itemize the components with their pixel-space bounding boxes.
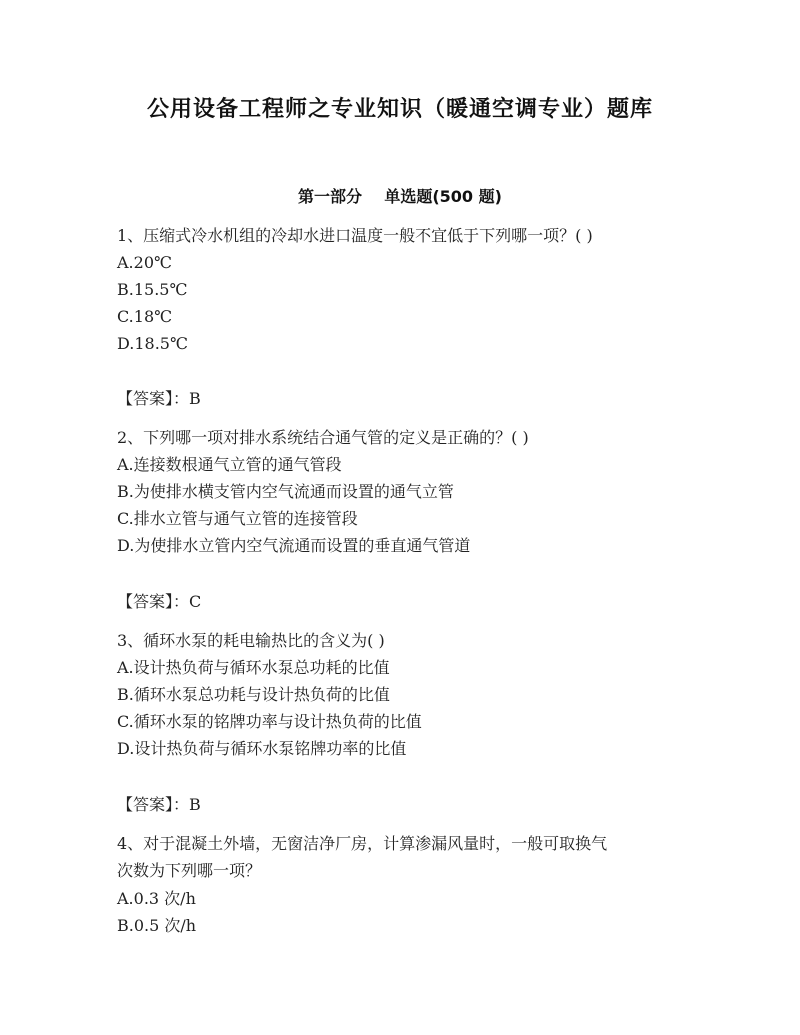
- question-1-answer: 【答案】：B: [117, 389, 201, 408]
- question-1-option-b: B.15.5℃: [117, 280, 188, 299]
- question-2-answer: 【答案】：C: [117, 592, 202, 611]
- question-3-stem: 3、循环水泵的耗电输热比的含义为( ): [117, 631, 385, 650]
- question-2-option-a: A.连接数根通气立管的通气管段: [117, 455, 342, 474]
- question-2-stem: 2、下列哪一项对排水系统结合通气管的定义是正确的？( ): [117, 428, 529, 447]
- question-4-option-a: A.0.3 次/h: [117, 889, 196, 908]
- question-4-stem-line-1: 4、对于混凝土外墙，无窗洁净厂房，计算渗漏风量时，一般可取换气: [117, 834, 608, 853]
- question-4-option-b: B.0.5 次/h: [117, 916, 197, 935]
- question-4-stem-line-2: 次数为下列哪一项？: [117, 861, 262, 880]
- question-1-option-a: A.20℃: [117, 253, 172, 272]
- section-title: 第一部分 单选题(500 题): [298, 187, 502, 206]
- document-title: 公用设备工程师之专业知识（暖通空调专业）题库: [146, 97, 653, 122]
- question-2-option-c: C.排水立管与通气立管的连接管段: [117, 509, 358, 528]
- question-1-stem: 1、压缩式冷水机组的冷却水进口温度一般不宜低于下列哪一项？( ): [117, 226, 593, 245]
- question-1-option-c: C.18℃: [117, 307, 173, 326]
- question-3-option-d: D.设计热负荷与循环水泵铭牌功率的比值: [117, 739, 407, 758]
- question-1-option-d: D.18.5℃: [117, 334, 188, 353]
- question-3-answer: 【答案】：B: [117, 795, 201, 814]
- question-2-option-d: D.为使排水立管内空气流通而设置的垂直通气管道: [117, 536, 471, 555]
- question-3-option-a: A.设计热负荷与循环水泵总功耗的比值: [117, 658, 390, 677]
- question-3-option-c: C.循环水泵的铭牌功率与设计热负荷的比值: [117, 712, 422, 731]
- question-3-option-b: B.循环水泵总功耗与设计热负荷的比值: [117, 685, 390, 704]
- question-2-option-b: B.为使排水横支管内空气流通而设置的通气立管: [117, 482, 454, 501]
